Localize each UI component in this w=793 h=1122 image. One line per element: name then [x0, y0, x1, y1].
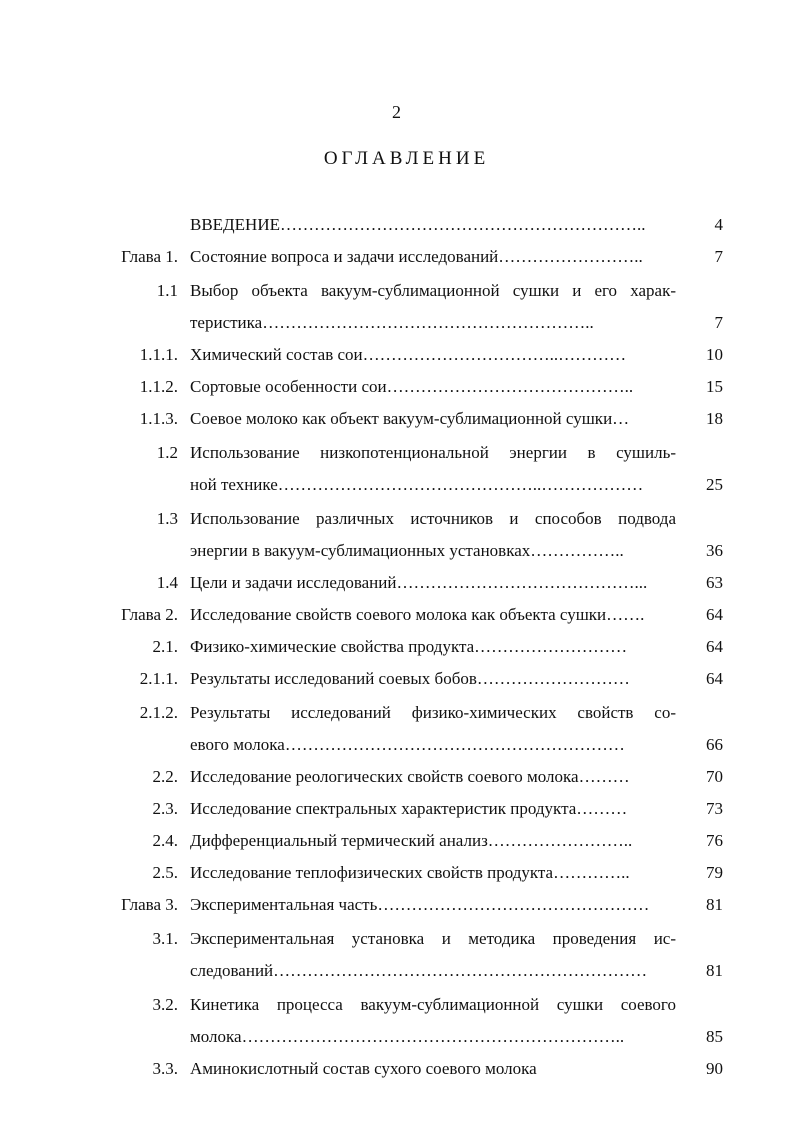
toc-entry-page: 10 — [706, 345, 723, 364]
toc-entry-text — [190, 503, 676, 567]
toc-entry-text — [190, 403, 676, 435]
toc-entry-number: 3.2. — [152, 995, 178, 1014]
toc-entry-line — [190, 339, 676, 371]
toc-entry-line-text: Результаты исследований соевых бобов — [190, 669, 477, 688]
toc-entry-line-text: Состояние вопроса и задачи исследований — [190, 247, 499, 266]
toc-entry — [0, 825, 793, 857]
toc-entry-line — [190, 241, 676, 273]
toc-entry-text — [190, 567, 676, 599]
toc-leader-dots: ……………………… — [474, 637, 628, 656]
toc-entry-number: 2.1.2. — [139, 703, 178, 722]
toc-entry-line-text: Химический состав сои — [190, 345, 363, 364]
toc-entry — [0, 761, 793, 793]
toc-entry-number: Глава 2. — [121, 605, 178, 624]
toc-entry-line-text: Исследование теплофизических свойств продукта — [190, 863, 554, 882]
toc-entry-text — [190, 1053, 676, 1085]
toc-entry-page: 79 — [706, 863, 723, 882]
toc-entry-number: 2.2. — [152, 767, 178, 786]
toc-entry-text — [190, 437, 676, 501]
toc-entry-line — [190, 989, 676, 1021]
toc-leader-dots: …………….. — [530, 541, 624, 560]
toc-entry — [0, 339, 793, 371]
toc-entry-text — [190, 209, 676, 241]
toc-entry-line-text: Сортовые особенности сои — [190, 377, 387, 396]
toc-entry-text — [190, 989, 676, 1053]
toc-leader-dots: …………………….. — [498, 247, 643, 266]
toc-leader-dots: ……………………………………………………….. — [279, 215, 646, 234]
toc-entry-line — [190, 209, 676, 241]
toc-entry-page: 81 — [706, 961, 723, 980]
toc-entry-line — [190, 761, 676, 793]
toc-entry-page: 36 — [706, 541, 723, 560]
toc-entry-line-text: Кинетика процесса вакуум-сублимационной сушки соевого — [190, 995, 676, 1014]
toc-entry-page: 73 — [706, 799, 723, 818]
toc-entry-line — [190, 889, 676, 921]
toc-entry-text — [190, 889, 676, 921]
toc-leader-dots: ……………………………………... — [396, 573, 648, 592]
toc-entry-text — [190, 339, 676, 371]
toc-entry-line-text: Экспериментальная установка и методика проведения ис- — [190, 929, 676, 948]
toc-entry-number: Глава 1. — [121, 247, 178, 266]
toc-entry — [0, 857, 793, 889]
toc-entry-line-text: Использование различных источников и способов подвода — [190, 509, 676, 528]
toc-entry-line — [190, 437, 676, 469]
toc-entry-line — [190, 793, 676, 825]
toc-entry-line-text: Дифференциальный термический анализ — [190, 831, 488, 850]
page-number: 2 — [392, 102, 401, 122]
toc-entry-number: 2.4. — [152, 831, 178, 850]
toc-entry-page: 7 — [714, 247, 723, 266]
toc-entry-text — [190, 275, 676, 339]
toc-entry-text — [190, 857, 676, 889]
toc-entry-line-text: ной технике — [190, 475, 278, 494]
toc-entry — [0, 275, 793, 339]
toc-entry — [0, 1053, 793, 1085]
toc-leader-dots: ……………………………..………… — [362, 345, 627, 364]
toc-entry-line-text: Цели и задачи исследований — [190, 573, 397, 592]
toc-leader-dots: … — [612, 409, 630, 428]
toc-entry-number: 2.3. — [152, 799, 178, 818]
toc-entry — [0, 793, 793, 825]
toc-leader-dots: …………………………………………………… — [284, 735, 625, 754]
toc-leader-dots: ………………………………………………….. — [262, 313, 594, 332]
toc-entry — [0, 371, 793, 403]
toc-entry-line-text: евого молока — [190, 735, 285, 754]
toc-leader-dots: ……… — [578, 767, 630, 786]
toc-entry-line — [190, 599, 676, 631]
toc-entry — [0, 923, 793, 987]
toc-entry-line — [190, 923, 676, 955]
toc-entry-line-text: ВВЕДЕНИЕ — [190, 215, 280, 234]
toc-entry-number: 1.3 — [156, 509, 178, 528]
toc-entry-line — [190, 825, 676, 857]
toc-entry-line — [190, 1053, 676, 1085]
toc-entry-line-text: Экспериментальная часть — [190, 895, 378, 914]
toc-entry-page: 66 — [706, 735, 723, 754]
toc-entry-line — [190, 697, 676, 729]
toc-entry — [0, 437, 793, 501]
toc-entry-line — [190, 1021, 676, 1053]
toc-entry — [0, 241, 793, 273]
toc-entry-line — [190, 535, 676, 567]
toc-entry — [0, 889, 793, 921]
toc-entry — [0, 599, 793, 631]
toc-entry-page: 70 — [706, 767, 723, 786]
toc-entry-line — [190, 857, 676, 889]
toc-entry-line — [190, 307, 676, 339]
toc-leader-dots: ………………………………………..……………… — [277, 475, 644, 494]
toc-entry — [0, 697, 793, 761]
toc-entry-line-text: Исследование спектральных характеристик продукта — [190, 799, 577, 818]
toc-leader-dots: ……. — [606, 605, 645, 624]
toc-entry-line-text: Исследование свойств соевого молока как объекта сушки — [190, 605, 607, 624]
table-of-contents — [0, 209, 793, 1085]
toc-entry-line — [190, 729, 676, 761]
toc-entry-text — [190, 761, 676, 793]
toc-entry-line-text: следований — [190, 961, 274, 980]
toc-entry-page: 64 — [706, 637, 723, 656]
toc-entry — [0, 209, 793, 241]
toc-entry-page: 18 — [706, 409, 723, 428]
toc-entry-line-text: Использование низкопотенциональной энергии в сушиль- — [190, 443, 676, 462]
toc-entry-number: 2.1.1. — [139, 669, 178, 688]
toc-entry-number: 1.1.2. — [139, 377, 178, 396]
toc-leader-dots: ………………………………………… — [377, 895, 650, 914]
toc-leader-dots: ………………………………………………………… — [273, 961, 648, 980]
toc-entry-line — [190, 663, 676, 695]
toc-entry-line-text: Выбор объекта вакуум-сублимационной сушки и его харак- — [190, 281, 676, 300]
toc-entry-text — [190, 697, 676, 761]
toc-entry-line — [190, 371, 676, 403]
toc-entry-page: 64 — [706, 669, 723, 688]
toc-leader-dots: ……………………… — [476, 669, 630, 688]
toc-entry-number: 2.1. — [152, 637, 178, 656]
toc-entry-number: 1.1.1. — [139, 345, 178, 364]
toc-entry — [0, 989, 793, 1053]
toc-entry-number: 2.5. — [152, 863, 178, 882]
toc-entry-page: 15 — [706, 377, 723, 396]
toc-entry-line — [190, 275, 676, 307]
toc-entry-line-text: молока — [190, 1027, 242, 1046]
toc-leader-dots: ……… — [576, 799, 628, 818]
toc-entry-page: 64 — [706, 605, 723, 624]
toc-entry-page: 63 — [706, 573, 723, 592]
toc-entry-page: 90 — [706, 1059, 723, 1078]
toc-entry-line-text: Исследование реологических свойств соевого молока — [190, 767, 579, 786]
toc-entry-line — [190, 567, 676, 599]
toc-entry-page: 4 — [714, 215, 723, 234]
toc-entry-line — [190, 503, 676, 535]
toc-entry-line-text: Физико-химические свойства продукта — [190, 637, 475, 656]
toc-entry-line — [190, 469, 676, 501]
toc-entry-text — [190, 923, 676, 987]
toc-entry-line — [190, 403, 676, 435]
toc-entry — [0, 403, 793, 435]
toc-entry-line-text: Аминокислотный состав сухого соевого молока — [190, 1059, 537, 1078]
toc-entry-text — [190, 663, 676, 695]
toc-entry-number: 1.1 — [156, 281, 178, 300]
toc-entry-line-text: энергии в вакуум-сублимационных установках — [190, 541, 531, 560]
toc-entry-number: 3.1. — [152, 929, 178, 948]
toc-entry-line — [190, 631, 676, 663]
toc-entry-text — [190, 793, 676, 825]
toc-entry-line — [190, 955, 676, 987]
toc-entry-page: 85 — [706, 1027, 723, 1046]
toc-entry-number: 1.2 — [156, 443, 178, 462]
toc-entry-page: 25 — [706, 475, 723, 494]
toc-entry-page: 7 — [714, 313, 723, 332]
toc-entry-number: 1.1.3. — [139, 409, 178, 428]
toc-entry — [0, 631, 793, 663]
toc-entry-line-text: Соевое молоко как объект вакуум-сублимационной сушки — [190, 409, 613, 428]
toc-entry-number: 3.3. — [152, 1059, 178, 1078]
toc-title: ОГЛАВЛЕНИЕ — [323, 148, 490, 169]
toc-entry-text — [190, 825, 676, 857]
toc-entry-text — [190, 631, 676, 663]
toc-entry — [0, 567, 793, 599]
toc-entry — [0, 503, 793, 567]
toc-entry-number: Глава 3. — [121, 895, 178, 914]
toc-leader-dots: ………………………………………………………….. — [241, 1027, 625, 1046]
toc-entry-text — [190, 371, 676, 403]
toc-entry — [0, 663, 793, 695]
toc-entry-page: 76 — [706, 831, 723, 850]
toc-entry-text — [190, 599, 676, 631]
toc-leader-dots: …………………….. — [487, 831, 633, 850]
toc-entry-number: 1.4 — [156, 573, 178, 592]
toc-entry-line-text: теристика — [190, 313, 263, 332]
toc-leader-dots: ………….. — [553, 863, 630, 882]
toc-entry-text — [190, 241, 676, 273]
toc-entry-page: 81 — [706, 895, 723, 914]
toc-leader-dots: …………………………………….. — [386, 377, 634, 396]
toc-entry-line-text: Результаты исследований физико-химических свойств со- — [190, 703, 676, 722]
